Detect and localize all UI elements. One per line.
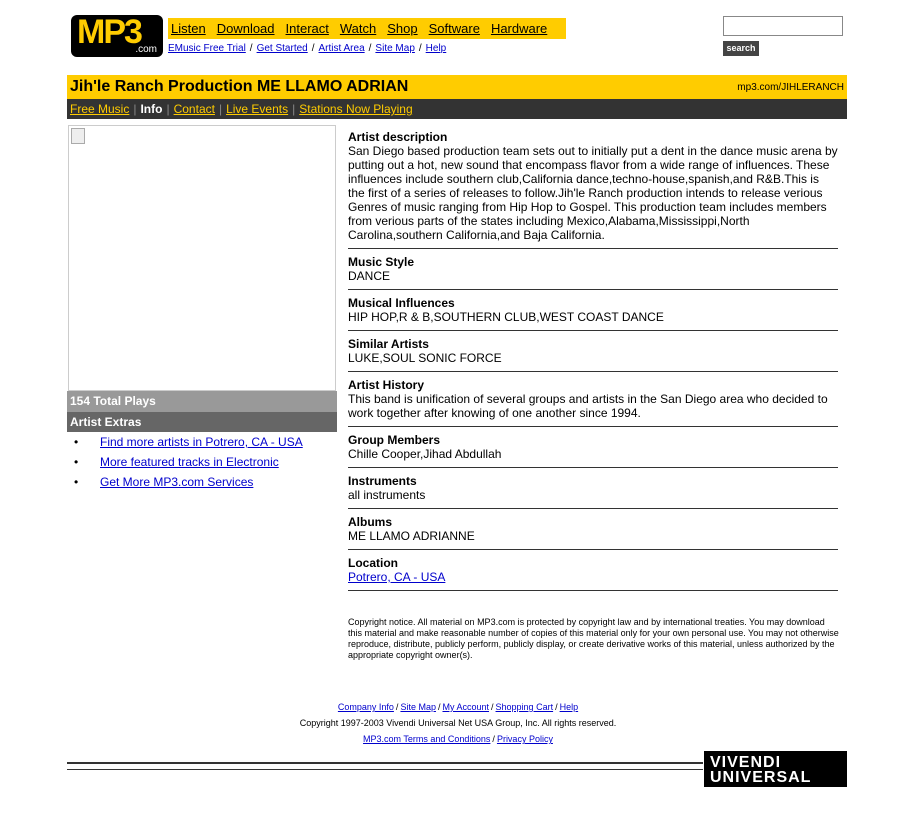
subnav-help[interactable]: Help	[425, 43, 447, 54]
footer-help[interactable]: Help	[559, 702, 579, 712]
section-heading: Location	[348, 556, 398, 570]
nav-download[interactable]: Download	[216, 21, 275, 36]
section-albums	[348, 515, 838, 550]
footer-copyright: Copyright 1997-2003 Vivendi Universal Net USA Group, Inc. All rights reserved.	[299, 718, 617, 728]
artist-url: mp3.com/JIHLERANCH	[737, 82, 844, 93]
nav-interact[interactable]: Interact	[285, 21, 329, 36]
artist-details	[348, 130, 838, 597]
section-text: This band is unification of several groups and artists in the San Diego area who decided to work together after knowing of one another since 1994.	[348, 392, 828, 420]
section-text: Chille Cooper,Jihad Abdullah	[348, 447, 502, 461]
list-item	[67, 432, 337, 452]
artist-extras-header: Artist Extras	[67, 412, 337, 432]
footer-divider	[67, 769, 703, 770]
nav-hardware[interactable]: Hardware	[490, 21, 548, 36]
section-artist-description	[348, 130, 838, 249]
footer-company-info[interactable]: Company Info	[337, 702, 394, 712]
logo-line: VIVENDI	[710, 754, 782, 771]
section-heading: Musical Influences	[348, 296, 455, 310]
tab-live-events[interactable]: Live Events	[226, 102, 289, 116]
broken-image-icon	[71, 128, 85, 144]
artist-extras-list	[67, 432, 337, 492]
section-heading: Similar Artists	[348, 337, 429, 351]
artist-title-bar	[67, 75, 847, 99]
logo-line: UNIVERSAL	[710, 769, 812, 786]
extras-link-mp3-services[interactable]: Get More MP3.com Services	[100, 475, 254, 489]
tab-contact[interactable]: Contact	[173, 102, 215, 116]
footer-legal: MP3.com Terms and Conditions / Privacy Policy	[363, 734, 553, 744]
section-artist-history	[348, 378, 838, 427]
section-text: LUKE,SOUL SONIC FORCE	[348, 351, 502, 365]
section-instruments	[348, 474, 838, 509]
logo-subtext: .com	[135, 44, 157, 55]
copyright-notice: Copyright notice. All material on MP3.com is protected by copyright law and by international treaties. You may download this material and make reasonable number of copies of this material only for your own personal use. You may not otherwise reproduce, distribute, publicly perform, publicly display, or create derivative works of this material, unless authorized by the appropriate copyright owner(s).	[348, 617, 839, 660]
logo-text: MP3	[77, 13, 141, 51]
list-item	[67, 472, 337, 492]
footer-terms[interactable]: MP3.com Terms and Conditions	[363, 734, 491, 744]
section-heading: Instruments	[348, 474, 417, 488]
section-heading: Albums	[348, 515, 393, 529]
nav-shop[interactable]: Shop	[387, 21, 418, 36]
mp3-logo[interactable]	[71, 15, 163, 57]
footer-site-map[interactable]: Site Map	[400, 702, 436, 712]
tab-info[interactable]: Info	[140, 102, 163, 116]
vivendi-universal-logo[interactable]	[704, 751, 847, 787]
location-link[interactable]: Potrero, CA - USA	[348, 570, 446, 584]
nav-software[interactable]: Software	[428, 21, 480, 36]
footer-shopping-cart[interactable]: Shopping Cart	[495, 702, 554, 712]
artist-title: Jih'le Ranch Production ME LLAMO ADRIAN	[70, 78, 409, 95]
section-heading: Artist History	[348, 378, 425, 392]
section-text: all instruments	[348, 488, 426, 502]
subnav-site-map[interactable]: Site Map	[375, 43, 415, 54]
subnav-emusic-free-trial[interactable]: EMusic Free Trial	[168, 43, 246, 54]
subnav-artist-area[interactable]: Artist Area	[318, 43, 365, 54]
artist-tabs: Free Music | Info | Contact | Live Events | Stations Now Playing	[67, 99, 847, 119]
footer-my-account[interactable]: My Account	[442, 702, 490, 712]
nav-watch[interactable]: Watch	[339, 21, 377, 36]
section-text: DANCE	[348, 269, 391, 283]
sub-nav: EMusic Free Trial / Get Started / Artist Area / Site Map / Help	[168, 43, 447, 54]
section-heading: Artist description	[348, 130, 448, 144]
subnav-get-started[interactable]: Get Started	[256, 43, 308, 54]
total-plays: 154 Total Plays	[67, 391, 337, 412]
section-music-style	[348, 255, 838, 290]
extras-link-featured-tracks[interactable]: More featured tracks in Electronic	[100, 455, 279, 469]
section-group-members	[348, 433, 838, 468]
extras-link-find-artists[interactable]: Find more artists in Potrero, CA - USA	[100, 435, 303, 449]
search-input[interactable]	[723, 16, 843, 36]
section-heading: Group Members	[348, 433, 441, 447]
tab-free-music[interactable]: Free Music	[70, 102, 130, 116]
section-text: San Diego based production team sets out to initially put a dent in the dance music arena by putting out a hot, new sound that encompass flavor from a wide range of influences. These influences include southern club,California dance,techno-house,spanish,and R&B.This is the first of a series of releases to follow.Jih'le Ranch production intends to release verious Genres of music ranging from Hip Hop to Gospel. This production team includes members from verious parts of the states including Mexico,Alabama,Mississippi,North Carolina,southern California,and Baja California.	[348, 144, 838, 242]
section-text: ME LLAMO ADRIANNE	[348, 529, 475, 543]
footer-links: Company Info / Site Map / My Account / Shopping Cart / Help	[337, 702, 579, 712]
section-location	[348, 556, 838, 591]
section-text: HIP HOP,R & B,SOUTHERN CLUB,WEST COAST DANCE	[348, 310, 664, 324]
section-similar-artists	[348, 337, 838, 372]
search-button[interactable]: search	[723, 41, 759, 56]
footer-privacy[interactable]: Privacy Policy	[496, 734, 553, 744]
top-nav	[168, 18, 566, 39]
section-heading: Music Style	[348, 255, 415, 269]
artist-photo	[68, 125, 336, 391]
tab-stations-now-playing[interactable]: Stations Now Playing	[299, 102, 413, 116]
section-musical-influences	[348, 296, 838, 331]
footer-divider	[67, 762, 703, 764]
nav-listen[interactable]: Listen	[171, 21, 206, 36]
list-item	[67, 452, 337, 472]
